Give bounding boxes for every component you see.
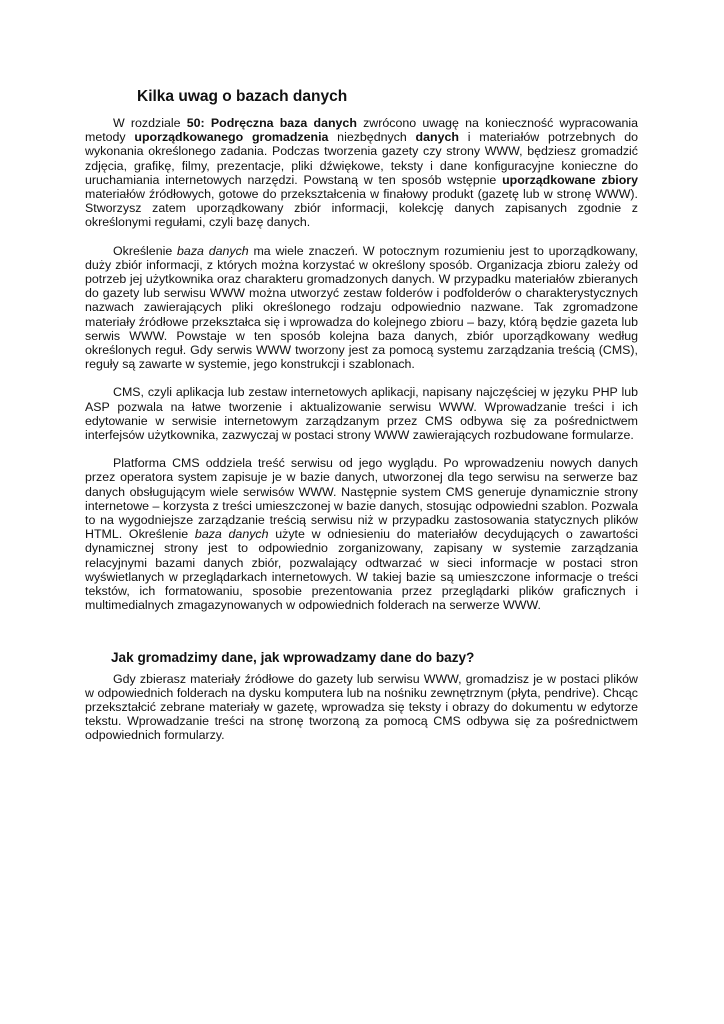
paragraph-cms: CMS, czyli aplikacja lub zestaw internetowych aplikacji, napisany najczęściej w języku PHP lub ASP pozwala na łatwe tworzenie i aktualizowanie serwisu WWW. Wprowadzanie treści i ich edytowanie w serwisie internetowym zarządzanym przez CMS odbywa się za pośrednictwem interfejsów użytkownika, zazwyczaj w postaci strony WWW zawierających rozbudowane formularze. bbox=[85, 385, 638, 443]
section-title-bazy-danych: Kilka uwag o bazach danych bbox=[137, 88, 348, 105]
text-span: Określenie bbox=[113, 243, 178, 258]
text-span: W rozdziale bbox=[113, 116, 187, 130]
paragraph-intro bbox=[85, 116, 638, 230]
section-title-gromadzenie-danych: Jak gromadzimy dane, jak wprowadzamy dane do bazy? bbox=[111, 649, 475, 665]
text-span: zwrócono uwagę na konieczność wypracowania metody bbox=[85, 116, 639, 145]
text-span: materiałów źródłowych, gotowe do przekształcenia w finałowy produkt (gazetę lub w stronę WWW). Stworzysz zatem uporządkowany zbiór informacji, kolekcję danych zapisanych zgodnie z określonymi regułami, czyli bazę danych. bbox=[85, 187, 638, 230]
bold-term: uporządkowane zbiory bbox=[502, 172, 638, 187]
bold-term: uporządkowanego gromadzenia bbox=[134, 130, 329, 145]
text-span: użyte w odniesieniu do materiałów decydujących o zawartości dynamicznej strony jest to odpowiednio zorganizowany, zapisany w systemie zarządzania relacyjnymi bazami danych zbiór, pozwalający odtwarzać w sieci informacje w postaci stron wyświetlanych w przeglądarkach internetowych. W takiej bazie są umieszczone informacje o treści tekstów, ich formatowaniu, sposobie prezentowania przez przeglądarki plików graficznych i multimedialnych zmagazynowanych w odpowiednich folderach na serwerze WWW. bbox=[85, 527, 638, 613]
bold-chapter-ref: 50: Podręczna baza danych bbox=[186, 116, 357, 130]
italic-term: baza danych bbox=[194, 527, 269, 542]
text-span: i materiałów potrzebnych do wykonania określonego zadania. Podczas tworzenia gazety czy strony WWW, będziesz gromadzić zdjęcia, grafikę, filmy, prezentacje, pliki dźwiękowe, teksty i dane konfiguracyjne konieczne do uruchamiania internetowych narzędzi. Powstaną w ten sposób wstępnie bbox=[85, 130, 639, 187]
paragraph-platform-cms bbox=[85, 456, 638, 612]
bold-term: danych bbox=[415, 130, 459, 145]
paragraph-gathering: Gdy zbierasz materiały źródłowe do gazety lub serwisu WWW, gromadzisz je w postaci plików w odpowiednich folderach na dysku komputera lub na nośniku zewnętrznym (płyta, pendrive). Chcąc przekształcić zebrane materiały w gazetę, wprowadza się teksty i obrazy do dokumentu w edytorze tekstu. Wprowadzanie treści na stronę tworzoną za pomocą CMS odbywa się za pośrednictwem odpowiednich formularzy. bbox=[85, 671, 638, 743]
italic-term: baza danych bbox=[177, 243, 249, 258]
text-span: ma wiele znaczeń. W potocznym rozumieniu jest to uporządkowany, duży zbiór informacji, z których można korzystać w określony sposób. Organizacja zbioru zależy od potrzeb jej użytkownika oraz charakteru gromadzonych danych. W przypadku materiałów zbieranych do gazety lub serwisu WWW można utworzyć zestaw folderów i podfolderów o charakterystycznych nazwach zawierających pliki określonego rodzaju odpowiednio nazwane. Tak zgromadzone materiały źródłowe przekształca się i wprowadza do kolejnego zbioru – bazy, którą będzie gazeta lub serwis WWW. Powstaje w ten sposób kolejna baza danych, zbiór uporządkowany według określonych reguł. Gdy serwis WWW tworzony jest za pomocą systemu zarządzania treścią (CMS), reguły są zawarte w systemie, jego konstrukcji i szablonach. bbox=[85, 243, 638, 372]
paragraph-definition bbox=[85, 244, 638, 372]
text-span: Platforma CMS oddziela treść serwisu od jego wyglądu. Po wprowadzeniu nowych danych przez operatora system zapisuje je w bazie danych, utworzonej dla tego serwisu na serwerze baz danych obsługującym wiele serwisów WWW. Następnie system CMS generuje dynamicznie strony internetowe – korzysta z treści umieszczonej w bazie danych, stosując odpowiedni szablon. Pozwala to na wygodniejsze zarządzanie treścią serwisu niż w przypadku zastosowania statycznych plików HTML. Określenie bbox=[85, 456, 638, 542]
text-span: niezbędnych bbox=[328, 130, 416, 145]
document-page bbox=[85, 88, 638, 757]
